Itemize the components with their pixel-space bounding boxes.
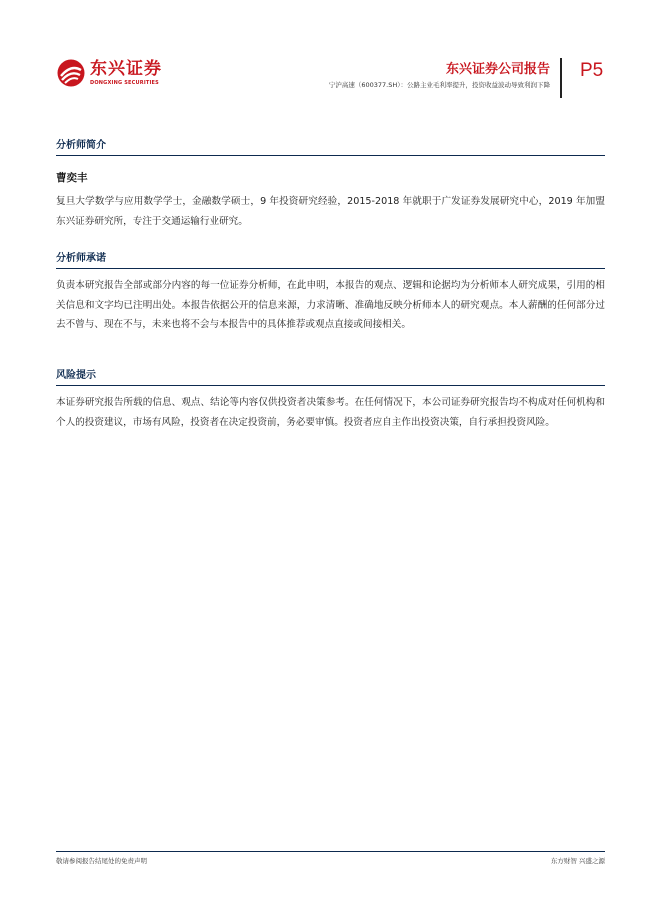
report-title: 东兴证券公司报告 xyxy=(445,62,550,77)
analyst-bio: 复旦大学数学与应用数学学士，金融数学硕士，9 年投资研究经验，2015-2018 年就职于广发证券发展研究中心，2019 年加盟东兴证券研究所，专注于交通运输行业研究。 xyxy=(56,196,605,227)
logo-english-name: DONGXING SECURITIES xyxy=(90,80,159,86)
page-number: P5 xyxy=(580,60,604,81)
report-subtitle: 宁沪高速（600377.SH）：公路主业毛利率提升，投资收益波动导致利润下降 xyxy=(328,81,550,89)
footer-slogan: 东方财智 兴盛之源 xyxy=(550,857,605,865)
analyst-name: 曹奕丰 xyxy=(56,172,88,184)
header-divider xyxy=(560,58,562,98)
analyst-pledge-text: 负责本研究报告全部或部分内容的每一位证券分析师，在此申明，本报告的观点、逻辑和论据均为分析师本人研究成果，引用的相关信息和文字均已注明出处。本报告依据公开的信息来源，力求清晰、准确地反映分析师本人的研究观点。本人薪酬的任何部分过去不曾与、现在不与，未来也将不会与本报告中的具体推荐或观点直接或间接相关。 xyxy=(56,280,605,330)
section-title: 分析师承诺 xyxy=(56,253,106,264)
company-logo xyxy=(56,58,162,88)
dongxing-logo-icon xyxy=(56,58,86,88)
risk-notice-text: 本证券研究报告所载的信息、观点、结论等内容仅供投资者决策参考。在任何情况下，本公司证券研究报告均不构成对任何机构和个人的投资建议，市场有风险，投资者在决定投资前，务必要审慎。投资者应自主作出投资决策，自行承担投资风险。 xyxy=(56,397,605,428)
logo-chinese-name: 东兴证券 xyxy=(90,59,162,79)
section-title: 风险提示 xyxy=(56,370,96,381)
section-heading-risk-notice xyxy=(56,367,605,386)
section-heading-analyst-intro xyxy=(56,137,605,156)
footer-divider xyxy=(56,851,605,852)
section-heading-analyst-pledge xyxy=(56,250,605,269)
footer-disclaimer-note: 敬请参阅报告结尾处的免责声明 xyxy=(56,857,147,865)
section-title: 分析师简介 xyxy=(56,140,106,151)
